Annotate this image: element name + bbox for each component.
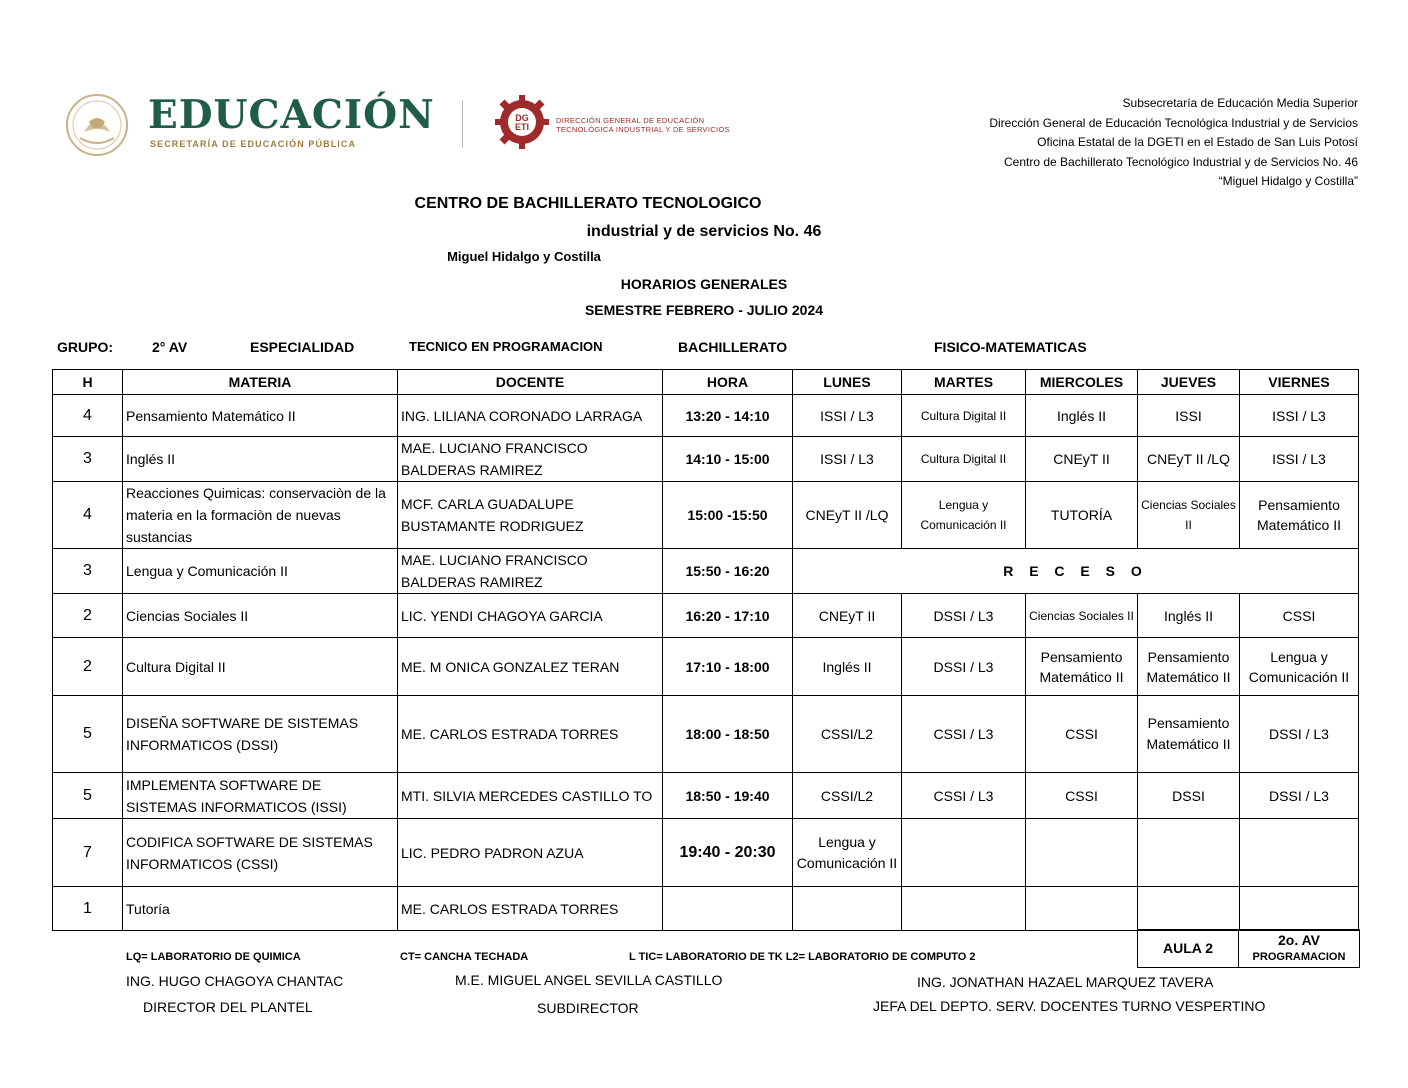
bachillerato-label: BACHILLERATO	[678, 339, 788, 355]
table-row	[53, 887, 1359, 931]
semester-title: SEMESTRE FEBRERO - JULIO 2024	[584, 302, 824, 318]
cell-h: 2	[53, 594, 123, 638]
cell-docente: ME. CARLOS ESTRADA TORRES	[398, 696, 663, 773]
header-h: H	[53, 370, 123, 395]
cell-lunes: Lengua y Comunicación II	[793, 819, 902, 887]
header-viernes: VIERNES	[1240, 370, 1359, 395]
header-line-2: Dirección General de Educación Tecnológica Industrial y de Servicios	[989, 115, 1358, 130]
header-line-3: Oficina Estatal de la DGETI en el Estado de San Luis Potosí	[1037, 135, 1358, 149]
mexico-seal-logo	[56, 92, 138, 158]
aula-program: PROGRAMACION	[1252, 951, 1346, 963]
cell-hora	[663, 887, 793, 931]
table-row	[53, 395, 1359, 437]
header-docente: DOCENTE	[398, 370, 663, 395]
especialidad-value: TECNICO EN PROGRAMACION	[409, 339, 603, 354]
cell-viernes: ISSI / L3	[1240, 437, 1359, 482]
cell-hora: 17:10 - 18:00	[663, 638, 793, 696]
aula-label: AULA 2	[1162, 940, 1214, 956]
cell-h: 1	[53, 887, 123, 931]
director-title: DIRECTOR DEL PLANTEL	[143, 999, 313, 1015]
cell-docente: ME. M ONICA GONZALEZ TERAN	[398, 638, 663, 696]
cell-viernes: ISSI / L3	[1240, 395, 1359, 437]
cell-materia: Inglés II	[123, 437, 398, 482]
cell-hora: 16:20 - 17:10	[663, 594, 793, 638]
table-row	[53, 819, 1359, 887]
cell-miercoles: Pensamiento Matemático II	[1026, 638, 1138, 696]
receso-cell: R E C E S O	[793, 549, 1359, 594]
cell-miercoles	[1026, 887, 1138, 931]
table-row	[53, 773, 1359, 819]
cell-viernes: CSSI	[1240, 594, 1359, 638]
cell-hora: 19:40 - 20:30	[663, 819, 793, 887]
cell-docente: ING. LILIANA CORONADO LARRAGA	[398, 395, 663, 437]
cell-jueves: CNEyT II /LQ	[1138, 437, 1240, 482]
cell-materia: Ciencias Sociales II	[123, 594, 398, 638]
cell-martes: CSSI / L3	[902, 696, 1026, 773]
cell-materia: Cultura Digital II	[123, 638, 398, 696]
dgeti-text	[556, 116, 730, 134]
cell-lunes	[793, 887, 902, 931]
subdirector-title: SUBDIRECTOR	[537, 1000, 639, 1016]
table-row	[53, 696, 1359, 773]
cell-martes	[902, 819, 1026, 887]
header-hora: HORA	[663, 370, 793, 395]
cell-miercoles: TUTORÍA	[1026, 482, 1138, 549]
bachillerato-value: FISICO-MATEMATICAS	[934, 339, 1087, 355]
cell-docente: LIC. YENDI CHAGOYA GARCIA	[398, 594, 663, 638]
cell-hora: 18:50 - 19:40	[663, 773, 793, 819]
cell-h: 2	[53, 638, 123, 696]
cell-h: 3	[53, 549, 123, 594]
cell-jueves: Inglés II	[1138, 594, 1240, 638]
cell-h: 7	[53, 819, 123, 887]
cell-lunes: CNEyT II	[793, 594, 902, 638]
cell-martes	[902, 887, 1026, 931]
cell-jueves	[1138, 819, 1240, 887]
cell-materia: IMPLEMENTA SOFTWARE DE SISTEMAS INFORMATICOS (ISSI)	[123, 773, 398, 819]
school-name: Miguel Hidalgo y Costilla	[447, 249, 601, 264]
cell-docente: MAE. LUCIANO FRANCISCO BALDERAS RAMIREZ	[398, 437, 663, 482]
table-row	[53, 549, 1359, 594]
cell-martes: Cultura Digital II	[902, 437, 1026, 482]
cell-miercoles: CSSI	[1026, 773, 1138, 819]
cell-lunes: CSSI/L2	[793, 696, 902, 773]
cell-hora: 14:10 - 15:00	[663, 437, 793, 482]
jefa-name: ING. JONATHAN HAZAEL MARQUEZ TAVERA	[917, 974, 1214, 990]
institution-header	[989, 94, 1358, 192]
cell-materia: Lengua y Comunicación II	[123, 549, 398, 594]
cell-miercoles: Ciencias Sociales II	[1026, 594, 1138, 638]
aula-group: 2o. AV	[1277, 932, 1320, 948]
table-header-row	[53, 370, 1359, 395]
header-line-4: Centro de Bachillerato Tecnológico Industrial y de Servicios No. 46	[1004, 154, 1358, 169]
table-row	[53, 638, 1359, 696]
cell-martes: Cultura Digital II	[902, 395, 1026, 437]
schedule-title: HORARIOS GENERALES	[620, 276, 788, 292]
table-row	[53, 594, 1359, 638]
dgeti-mark-text: DG ETI	[514, 113, 530, 132]
aula-box	[1137, 929, 1239, 968]
cell-lunes: Inglés II	[793, 638, 902, 696]
cell-lunes: CNEyT II /LQ	[793, 482, 902, 549]
cell-h: 4	[53, 395, 123, 437]
cell-docente: MAE. LUCIANO FRANCISCO BALDERAS RAMIREZ	[398, 549, 663, 594]
logo-divider	[462, 100, 463, 148]
cell-materia: Pensamiento Matemático II	[123, 395, 398, 437]
cell-martes: Lengua y Comunicación II	[902, 482, 1026, 549]
header-martes: MARTES	[902, 370, 1026, 395]
legend-ltic: L TIC= LABORATORIO DE TK L2= LABORATORIO DE COMPUTO 2	[629, 951, 976, 963]
dgeti-gear-logo	[494, 94, 550, 150]
cell-martes: DSSI / L3	[902, 638, 1026, 696]
cell-viernes	[1240, 887, 1359, 931]
cell-viernes: Lengua y Comunicación II	[1240, 638, 1359, 696]
cell-viernes: DSSI / L3	[1240, 773, 1359, 819]
cell-jueves: Pensamiento Matemático II	[1138, 638, 1240, 696]
cell-materia: Reacciones Quimicas: conservaciòn de la materia en la formaciòn de nuevas sustancias	[123, 482, 398, 549]
cell-h: 3	[53, 437, 123, 482]
educacion-subtitle: SECRETARÍA DE EDUCACIÓN PÚBLICA	[150, 139, 357, 149]
cell-materia: Tutoría	[123, 887, 398, 931]
cell-materia: DISEÑA SOFTWARE DE SISTEMAS INFORMATICOS (DSSI)	[123, 696, 398, 773]
cell-jueves: DSSI	[1138, 773, 1240, 819]
cell-miercoles: CNEyT II	[1026, 437, 1138, 482]
school-subtitle: industrial y de servicios No. 46	[586, 223, 822, 240]
header-materia: MATERIA	[123, 370, 398, 395]
cell-lunes: ISSI / L3	[793, 437, 902, 482]
legend-ct: CT= CANCHA TECHADA	[400, 951, 529, 963]
header-lunes: LUNES	[793, 370, 902, 395]
header-line-1: Subsecretaría de Educación Media Superior	[1122, 96, 1358, 110]
cell-h: 4	[53, 482, 123, 549]
table-row	[53, 482, 1359, 549]
cell-viernes	[1240, 819, 1359, 887]
header-miercoles: MIERCOLES	[1026, 370, 1138, 395]
subdirector-name: M.E. MIGUEL ANGEL SEVILLA CASTILLO	[455, 972, 723, 988]
cell-hora: 13:20 - 14:10	[663, 395, 793, 437]
cell-materia: CODIFICA SOFTWARE DE SISTEMAS INFORMATICOS (CSSI)	[123, 819, 398, 887]
cell-martes: CSSI / L3	[902, 773, 1026, 819]
school-title: CENTRO DE BACHILLERATO TECNOLOGICO	[414, 195, 762, 212]
cell-docente: MTI. SILVIA MERCEDES CASTILLO TO	[398, 773, 663, 819]
cell-lunes: CSSI/L2	[793, 773, 902, 819]
jefa-title: JEFA DEL DEPTO. SERV. DOCENTES TURNO VESPERTINO	[873, 998, 1266, 1014]
cell-jueves: Pensamiento Matemático II	[1138, 696, 1240, 773]
cell-docente: MCF. CARLA GUADALUPE BUSTAMANTE RODRIGUEZ	[398, 482, 663, 549]
dgeti-line-2: TECNOLÓGICA INDUSTRIAL Y DE SERVICIOS	[556, 125, 730, 134]
aula-group-box	[1238, 929, 1360, 968]
header-jueves: JUEVES	[1138, 370, 1240, 395]
cell-viernes: DSSI / L3	[1240, 696, 1359, 773]
especialidad-label: ESPECIALIDAD	[250, 339, 355, 355]
legend-lq: LQ= LABORATORIO DE QUIMICA	[126, 951, 301, 963]
cell-docente: LIC. PEDRO PADRON AZUA	[398, 819, 663, 887]
cell-jueves	[1138, 887, 1240, 931]
grupo-label: GRUPO:	[57, 339, 113, 355]
cell-miercoles	[1026, 819, 1138, 887]
cell-h: 5	[53, 773, 123, 819]
cell-jueves: Ciencias Sociales II	[1138, 482, 1240, 549]
schedule-table	[52, 369, 1359, 931]
cell-hora: 15:00 -15:50	[663, 482, 793, 549]
cell-hora: 15:50 - 16:20	[663, 549, 793, 594]
header-line-5: “Miguel Hidalgo y Costilla”	[1218, 174, 1358, 188]
table-row	[53, 437, 1359, 482]
cell-martes: DSSI / L3	[902, 594, 1026, 638]
cell-h: 5	[53, 696, 123, 773]
grupo-value: 2° AV	[152, 339, 188, 355]
cell-jueves: ISSI	[1138, 395, 1240, 437]
director-name: ING. HUGO CHAGOYA CHANTAC	[126, 973, 344, 989]
cell-docente: ME. CARLOS ESTRADA TORRES	[398, 887, 663, 931]
cell-miercoles: Inglés II	[1026, 395, 1138, 437]
cell-miercoles: CSSI	[1026, 696, 1138, 773]
cell-lunes: ISSI / L3	[793, 395, 902, 437]
cell-viernes: Pensamiento Matemático II	[1240, 482, 1359, 549]
educacion-wordmark: EDUCACIÓN	[148, 92, 435, 138]
cell-hora: 18:00 - 18:50	[663, 696, 793, 773]
dgeti-line-1: DIRECCIÓN GENERAL DE EDUCACIÓN	[556, 116, 705, 125]
